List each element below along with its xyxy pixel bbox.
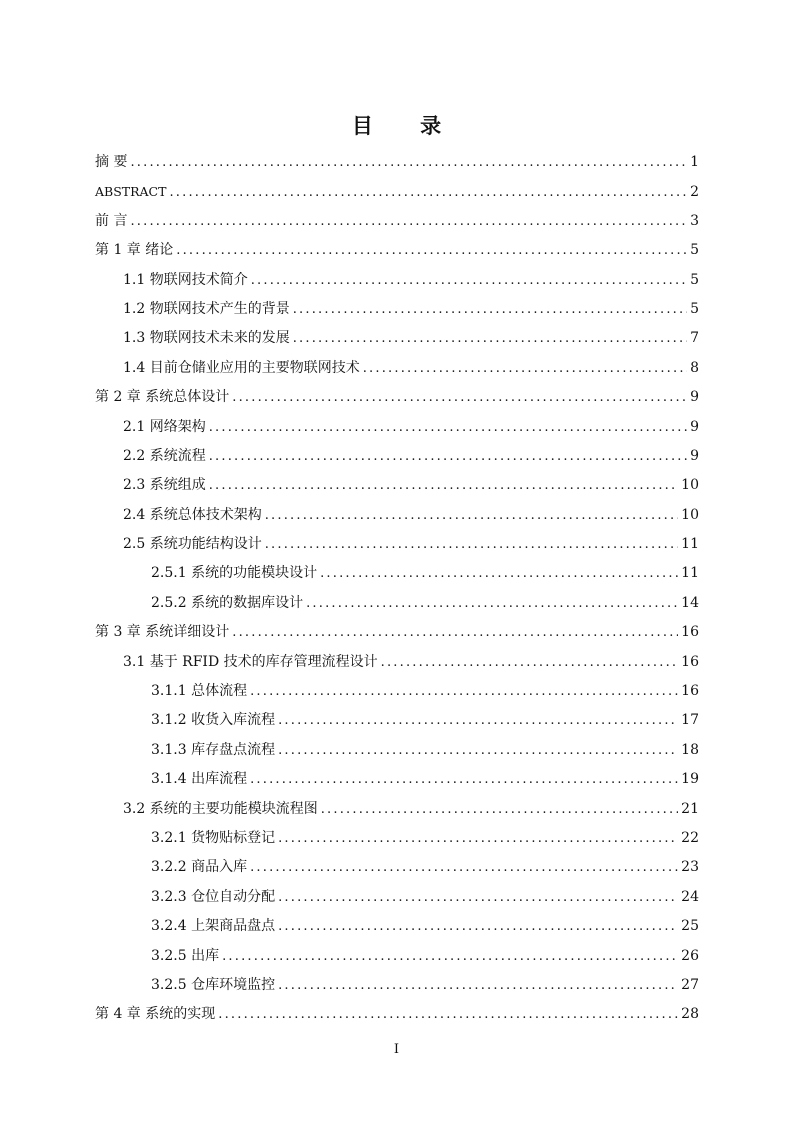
toc-dot-leader (278, 824, 678, 853)
toc-entry[interactable] (95, 942, 699, 971)
toc-dot-leader (278, 912, 678, 941)
toc-entry-label: 3.1 基于 RFID 技术的库存管理流程设计 (123, 653, 378, 670)
toc-entry-page-number: 2 (690, 184, 699, 201)
toc-entry-label: 3.2.5 仓库环境监控 (151, 976, 276, 993)
toc-dot-leader (222, 942, 678, 971)
toc-entry-label: 3.2.4 上架商品盘点 (151, 918, 276, 935)
toc-dot-leader (209, 442, 687, 471)
toc-dot-leader (265, 530, 678, 559)
toc-dot-leader (278, 971, 678, 1000)
toc-entry-page-number: 16 (681, 683, 699, 700)
toc-entry-label: 2.3 系统组成 (123, 477, 206, 494)
toc-entry[interactable] (95, 324, 699, 353)
toc-entry-label: 第 4 章 系统的实现 (95, 1006, 216, 1023)
toc-entry-page-number: 16 (681, 653, 699, 670)
toc-dot-leader (363, 354, 687, 383)
toc-entry[interactable] (95, 795, 699, 824)
toc-entry-label: 1.4 目前仓储业应用的主要物联网技术 (123, 359, 360, 376)
toc-entry-page-number: 7 (690, 330, 699, 347)
page-number-footer: I (393, 1042, 400, 1057)
toc-entry-page-number: 25 (681, 918, 699, 935)
toc-entry-label: 3.2.5 出库 (151, 947, 220, 964)
toc-entry-label: 2.5 系统功能结构设计 (123, 536, 262, 553)
toc-entry-page-number: 8 (690, 359, 699, 376)
toc-entry[interactable] (95, 148, 699, 177)
toc-entry-label: 摘 要 (95, 154, 128, 170)
toc-entry[interactable] (95, 354, 699, 383)
toc-dot-leader (209, 413, 687, 442)
toc-dot-leader (169, 178, 687, 207)
toc-entry-label: 1.2 物联网技术产生的背景 (123, 300, 290, 317)
toc-entry-page-number: 19 (681, 771, 699, 788)
toc-entry-page-number: 27 (681, 976, 699, 993)
toc-entry-page-number: 14 (681, 594, 699, 611)
toc-entry-page-number: 1 (690, 154, 699, 170)
toc-dot-leader (321, 795, 678, 824)
toc-entry-page-number: 5 (690, 271, 699, 288)
toc-entry[interactable] (95, 589, 699, 618)
toc-entry-label: 3.1.2 收货入库流程 (151, 712, 276, 729)
toc-entry[interactable] (95, 207, 699, 236)
toc-entry[interactable] (95, 706, 699, 735)
toc-entry[interactable] (95, 442, 699, 471)
toc-entry[interactable] (95, 883, 699, 912)
toc-entry-page-number: 21 (681, 800, 699, 817)
toc-entry[interactable] (95, 177, 699, 206)
toc-entry-page-number: 10 (681, 477, 699, 494)
toc-entry-page-number: 10 (681, 506, 699, 523)
toc-entry-page-number: 9 (690, 389, 699, 406)
toc-entry-label: 3.2.1 货物贴标登记 (151, 829, 276, 846)
toc-entry-label: 3.2.2 商品入库 (151, 859, 248, 876)
toc-dot-leader (320, 559, 678, 588)
toc-entry-page-number: 11 (681, 536, 699, 553)
toc-entry-label: 3.1.1 总体流程 (151, 683, 248, 700)
toc-dot-leader (293, 295, 687, 324)
toc-entry[interactable] (95, 413, 699, 442)
toc-entry-label: 3.2 系统的主要功能模块流程图 (123, 800, 318, 817)
toc-dot-leader (250, 765, 678, 794)
toc-entry-label: 第 2 章 系统总体设计 (95, 389, 230, 406)
toc-entry-label: ABSTRACT (95, 184, 167, 200)
toc-dot-leader (250, 853, 678, 882)
toc-entry-label: 第 1 章 绪论 (95, 242, 174, 259)
toc-entry[interactable] (95, 677, 699, 706)
toc-entry[interactable] (95, 383, 699, 412)
toc-entry[interactable] (95, 648, 699, 677)
toc-entry[interactable] (95, 765, 699, 794)
toc-dot-leader (278, 706, 678, 735)
toc-dot-leader (130, 148, 687, 177)
toc-entry[interactable] (95, 266, 699, 295)
toc-entry[interactable] (95, 501, 699, 530)
toc-entry-page-number: 26 (681, 947, 699, 964)
toc-entry-page-number: 24 (681, 888, 699, 905)
toc-entry[interactable] (95, 853, 699, 882)
toc-dot-leader (218, 1000, 678, 1029)
toc-entry-label: 2.5.2 系统的数据库设计 (151, 594, 304, 611)
toc-entry[interactable] (95, 471, 699, 500)
toc-entry-page-number: 16 (681, 624, 699, 641)
toc-dot-leader (176, 236, 687, 265)
toc-entry-page-number: 9 (690, 447, 699, 464)
toc-entry[interactable] (95, 824, 699, 853)
toc-dot-leader (251, 266, 687, 295)
toc-entry-label: 2.4 系统总体技术架构 (123, 506, 262, 523)
toc-entry-page-number: 23 (681, 859, 699, 876)
toc-dot-leader (130, 207, 687, 236)
toc-title: 目 录 (351, 113, 462, 138)
toc-entry-label: 1.3 物联网技术未来的发展 (123, 330, 290, 347)
toc-entry-label: 3.1.3 库存盘点流程 (151, 741, 276, 758)
toc-entry-page-number: 5 (690, 242, 699, 259)
toc-entry[interactable] (95, 1000, 699, 1029)
toc-dot-leader (278, 736, 678, 765)
toc-entry-label: 3.2.3 仓位自动分配 (151, 888, 276, 905)
toc-list (95, 148, 699, 1030)
toc-entry-label: 2.5.1 系统的功能模块设计 (151, 565, 318, 582)
toc-dot-leader (306, 589, 678, 618)
toc-entry[interactable] (95, 559, 699, 588)
toc-dot-leader (232, 383, 687, 412)
toc-entry-page-number: 11 (681, 565, 699, 582)
toc-entry-label: 前 言 (95, 212, 128, 229)
toc-dot-leader (278, 883, 678, 912)
toc-entry-page-number: 28 (681, 1006, 699, 1023)
toc-entry-page-number: 18 (681, 741, 699, 758)
toc-entry-page-number: 17 (681, 712, 699, 729)
toc-entry-label: 2.2 系统流程 (123, 447, 206, 464)
toc-entry[interactable] (95, 736, 699, 765)
toc-entry-page-number: 9 (690, 418, 699, 435)
toc-entry[interactable] (95, 971, 699, 1000)
toc-entry-label: 2.1 网络架构 (123, 418, 206, 435)
toc-dot-leader (209, 471, 678, 500)
toc-entry-label: 3.1.4 出库流程 (151, 771, 248, 788)
toc-entry[interactable] (95, 912, 699, 941)
toc-entry[interactable] (95, 295, 699, 324)
toc-dot-leader (293, 324, 687, 353)
toc-entry-label: 第 3 章 系统详细设计 (95, 624, 230, 641)
toc-dot-leader (232, 618, 678, 647)
toc-entry[interactable] (95, 618, 699, 647)
toc-dot-leader (250, 677, 678, 706)
toc-entry[interactable] (95, 530, 699, 559)
toc-entry-page-number: 5 (690, 300, 699, 317)
toc-entry-page-number: 3 (690, 212, 699, 229)
toc-dot-leader (381, 648, 679, 677)
toc-dot-leader (265, 501, 678, 530)
toc-entry[interactable] (95, 236, 699, 265)
toc-entry-label: 1.1 物联网技术简介 (123, 271, 248, 288)
toc-entry-page-number: 22 (681, 829, 699, 846)
